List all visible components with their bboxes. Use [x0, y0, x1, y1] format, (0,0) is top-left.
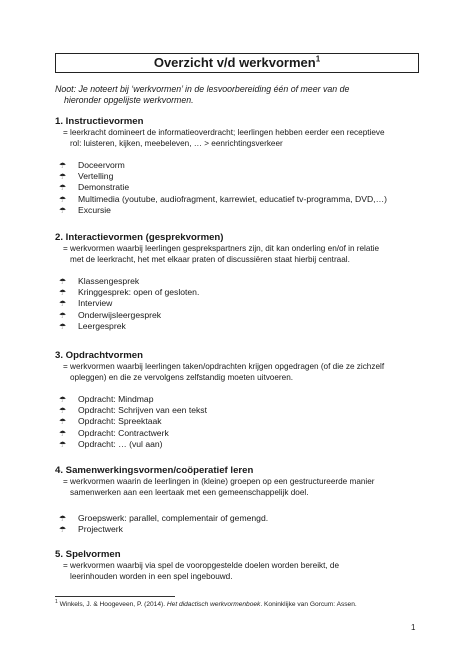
section-heading: 5. Spelvormen: [55, 549, 121, 560]
umbrella-bullet-icon: ☂: [59, 288, 67, 298]
list-item: [55, 205, 425, 216]
list-item-label: Kringgesprek: open of gesloten.: [78, 287, 200, 298]
section-instructievormen: [55, 116, 425, 216]
item-list: [55, 276, 425, 332]
description-line-1: = werkvormen waarin de leerlingen in (kleine) groepen op een gestructureerde manier: [63, 477, 375, 486]
section-opdrachtvormen: [55, 350, 425, 450]
description-line-2: opleggen) en die ze vervolgens zelfstandig moeten uitvoeren.: [70, 372, 294, 382]
description-line-2: rol: luisteren, kijken, meebeleven, … > eenrichtingsverkeer: [70, 138, 283, 148]
list-item-label: Opdracht: Contractwerk: [78, 427, 169, 438]
umbrella-bullet-icon: ☂: [59, 439, 67, 449]
umbrella-bullet-icon: ☂: [59, 194, 67, 204]
footnote-marker: 1: [55, 598, 58, 605]
list-item: [55, 428, 425, 439]
section-interactievormen: [55, 232, 425, 332]
item-list: [55, 160, 425, 216]
page-title: [55, 53, 419, 73]
list-item-label: Groepswerk: parallel, complementair of gemengd.: [78, 513, 269, 523]
section-description: [55, 128, 425, 149]
page-title-text: Overzicht v/d werkvormen: [153, 55, 316, 70]
umbrella-bullet-icon: ☂: [59, 277, 67, 286]
list-item-label: Interview: [78, 298, 113, 309]
list-item: [55, 524, 425, 535]
list-item-label: Projectwerk: [78, 524, 123, 535]
list-item: [55, 160, 425, 171]
footnote-text-before: Winkels, J. & Hoogeveen, P. (2014).: [57, 601, 167, 608]
description-line-2: samenwerken aan een leertaak met een gemeenschappelijk doel.: [70, 487, 309, 497]
list-item: [55, 405, 425, 416]
list-item: [55, 194, 425, 205]
item-list: [55, 394, 425, 450]
description-line-1: = werkvormen waarbij leerlingen taken/opdrachten krijgen opgedragen (of die ze zichzelf: [63, 362, 385, 371]
list-item: [55, 287, 425, 298]
list-item-label: Vertelling: [78, 171, 114, 182]
list-item: [55, 416, 425, 427]
section-description: [55, 477, 425, 498]
item-list: [55, 513, 425, 535]
section-heading: 2. Interactievormen (gesprekvormen): [55, 232, 224, 243]
umbrella-bullet-icon: ☂: [59, 321, 67, 331]
list-item: [55, 439, 425, 450]
list-item-label: Onderwijsleergesprek: [78, 309, 162, 320]
umbrella-bullet-icon: ☂: [59, 205, 67, 215]
list-item: [55, 298, 425, 309]
note-line-1: Noot: Je noteert bij ‘werkvormen’ in de lesvoorbereiding één of meer van de: [55, 84, 350, 94]
umbrella-bullet-icon: ☂: [59, 172, 67, 182]
description-line-1: = leerkracht domineert de informatieoverdracht; leerlingen hebben eerder een receptieve: [63, 128, 385, 137]
section-description: [55, 561, 425, 582]
footnote: [55, 600, 435, 609]
section-spelvormen: [55, 549, 425, 582]
title-footnote-marker: 1: [315, 54, 321, 64]
list-item: [55, 276, 425, 287]
description-line-2: leerinhouden worden in een spel ingebouwd.: [70, 571, 233, 581]
list-item-label: Opdracht: Spreektaak: [78, 416, 162, 427]
umbrella-bullet-icon: ☂: [59, 299, 67, 309]
list-item-label: Opdracht: … (vul aan): [78, 438, 163, 449]
list-item: [55, 394, 425, 405]
section-heading: 4. Samenwerkingsvormen/coöperatief leren: [55, 465, 254, 476]
list-item-label: Opdracht: Schrijven van een tekst: [78, 405, 207, 416]
note-line-2: hieronder opgelijste werkvormen.: [64, 95, 194, 105]
list-item: [55, 171, 425, 182]
umbrella-bullet-icon: ☂: [59, 161, 67, 170]
page-number: 1: [411, 623, 416, 632]
description-line-1: = werkvormen waarbij leerlingen gesprekspartners zijn, dit kan onderling en/of in relatie: [63, 244, 380, 253]
section-description: [55, 362, 425, 383]
list-item-label: Doceervorm: [78, 160, 125, 170]
umbrella-bullet-icon: ☂: [59, 428, 67, 438]
footnote-text-after: . Koninklijke van Gorcum: Assen.: [260, 601, 357, 608]
list-item: [55, 321, 425, 332]
description-line-1: = werkvormen waarbij via spel de vooropgestelde doelen worden bereikt, de: [63, 561, 340, 570]
umbrella-bullet-icon: ☂: [59, 514, 67, 523]
umbrella-bullet-icon: ☂: [59, 395, 67, 404]
list-item: [55, 310, 425, 321]
section-description: [55, 244, 425, 265]
description-line-2: met de leerkracht, het met elkaar praten of discussiëren staat hierbij centraal.: [70, 254, 350, 264]
umbrella-bullet-icon: ☂: [59, 310, 67, 320]
umbrella-bullet-icon: ☂: [59, 406, 67, 416]
list-item-label: Excursie: [78, 204, 111, 215]
footnote-book-title: Het didactisch werkvormenboek: [166, 601, 261, 608]
list-item-label: Leergesprek: [78, 320, 126, 331]
note: [55, 84, 425, 106]
list-item-label: Opdracht: Mindmap: [78, 394, 154, 404]
list-item-label: Multimedia (youtube, audiofragment, karrewiet, educatief tv-programma, DVD,…): [78, 193, 388, 204]
list-item: [55, 513, 425, 524]
list-item-label: Klassengesprek: [78, 276, 140, 286]
list-item: [55, 182, 425, 193]
umbrella-bullet-icon: ☂: [59, 525, 67, 535]
section-samenwerkingsvormen: [55, 465, 425, 535]
umbrella-bullet-icon: ☂: [59, 417, 67, 427]
umbrella-bullet-icon: ☂: [59, 183, 67, 193]
section-heading: 3. Opdrachtvormen: [55, 350, 143, 361]
section-heading: 1. Instructievormen: [55, 116, 144, 127]
footnote-divider: [55, 596, 175, 597]
list-item-label: Demonstratie: [78, 182, 130, 193]
